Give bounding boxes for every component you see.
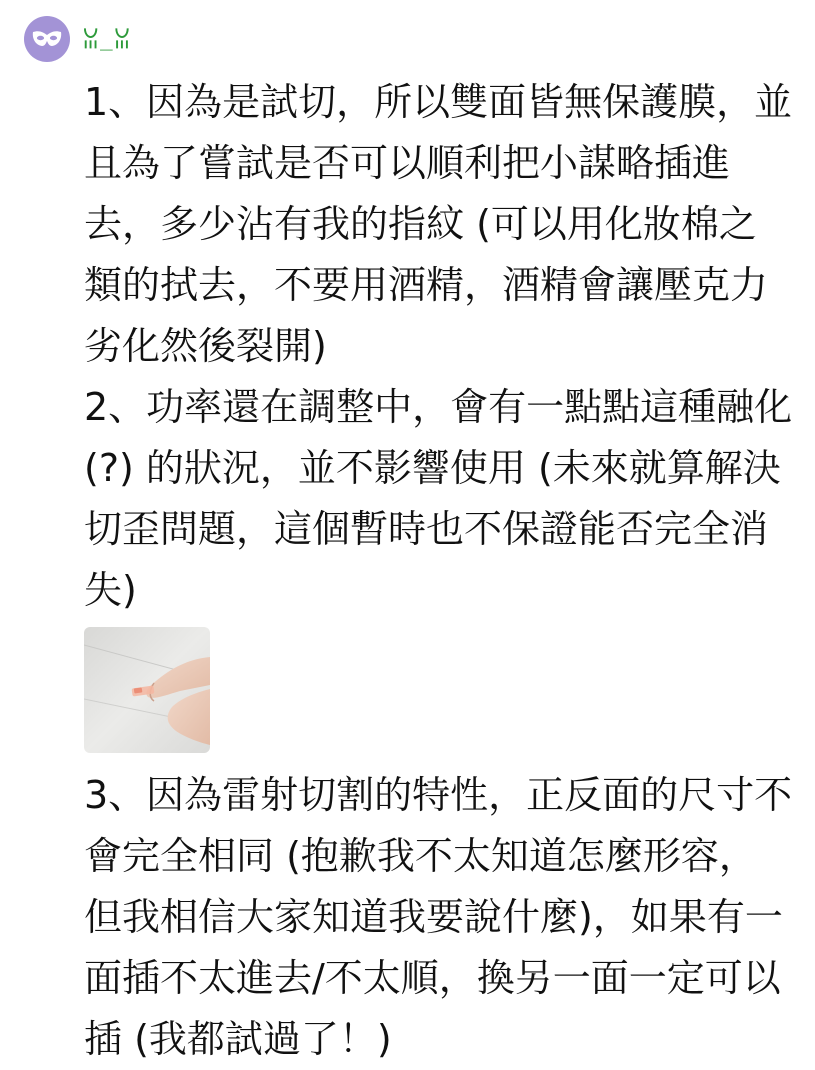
message-paragraph-2: 2、功率還在調整中，會有一點點這種融化 (?) 的狀況，並不影響使用 (未來就算解決切歪問題，這個暫時也不保證能否完全消失): [84, 385, 793, 612]
message-header: [24, 16, 132, 62]
message-paragraph-3: 3、因為雷射切割的特性，正反面的尺寸不會完全相同 (抱歉我不太知道怎麼形容，但我相信大家知道我要說什麼)，如果有一面插不太進去/不太順，換另一面一定可以插 (我都試過了！): [84, 773, 793, 1061]
avatar[interactable]: [24, 16, 70, 62]
message-paragraph-1: 1、因為是試切，所以雙面皆無保護膜，並且為了嘗試是否可以順利把小謀略插進去，多少沾有我的指紋 (可以用化妝棉之類的拭去，不要用酒精，酒精會讓壓克力劣化然後裂開): [84, 80, 793, 368]
message-body: [84, 72, 794, 1070]
username[interactable]: ꈍ_ꈍ: [82, 27, 132, 53]
attached-photo[interactable]: [84, 627, 210, 753]
mask-icon: [31, 29, 63, 49]
